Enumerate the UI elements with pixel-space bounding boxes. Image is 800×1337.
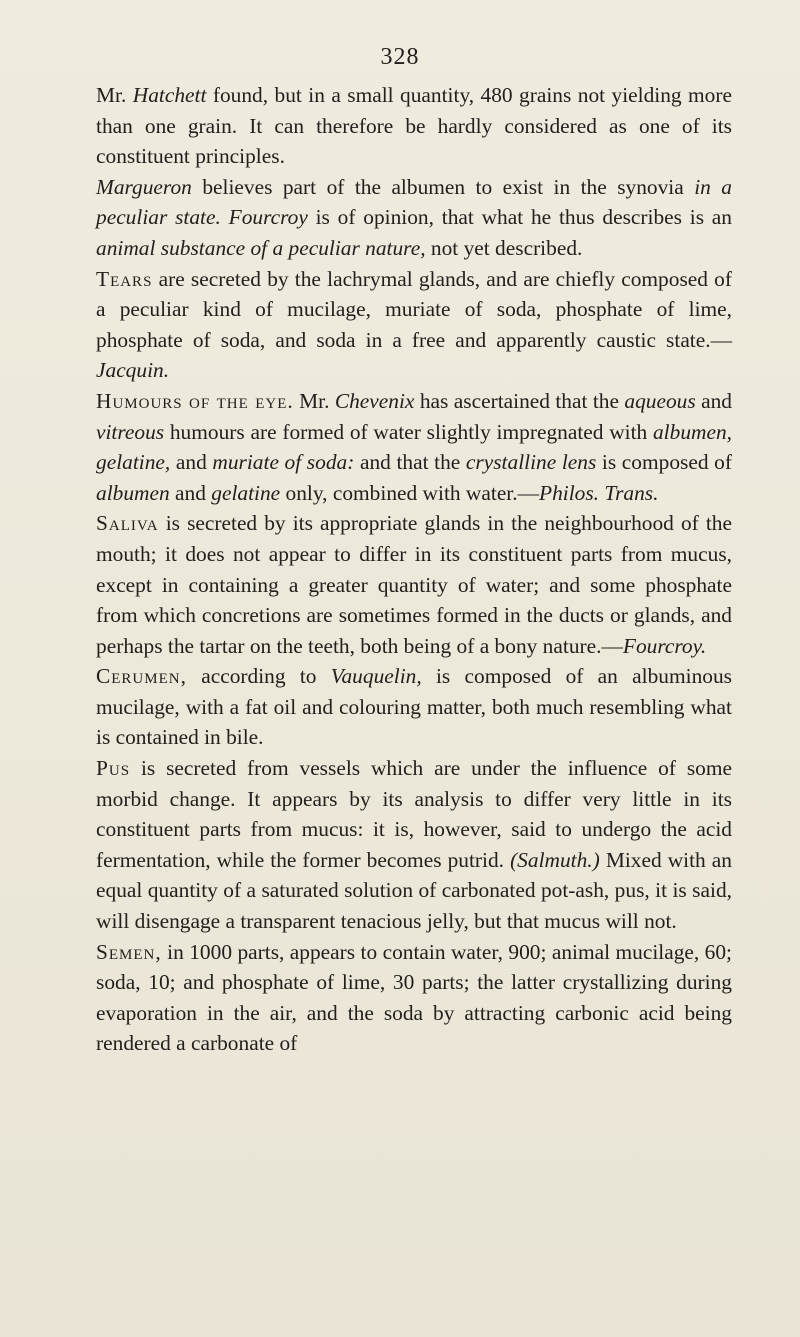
italic-term: albumen, gelatine, <box>96 419 732 475</box>
italic-name: Fourcroy <box>228 205 308 230</box>
text-run: humours are formed of water slightly impregnated with <box>164 419 653 444</box>
italic-citation: Philos. Trans. <box>539 480 659 505</box>
italic-name: Margueron <box>96 174 192 199</box>
page-number: 328 <box>380 44 420 70</box>
text-run: and that the <box>354 450 466 475</box>
section-heading-tears: Tears <box>96 266 153 291</box>
italic-term: albumen <box>96 480 170 505</box>
text-run: and <box>695 388 732 413</box>
section-heading-humours: Humours of the eye. <box>96 388 294 413</box>
section-heading-saliva: Saliva <box>96 511 159 536</box>
text-run: is secreted by its appropriate glands in the neighbourhood of the mouth; it does not appear to differ in its constituent parts from mucus, except in containing a greater quantity of water; and some phosphate from which concretions are sometimes formed in the ducts or glands, and perhaps the tartar on the teeth, both being of a bony nature.— <box>96 511 732 658</box>
italic-term: vitreous <box>96 419 165 444</box>
text-run: are secreted by the lachrymal glands, and are chiefly composed of a peculiar kind of mucilage, muriate of soda, phosphate of lime, phosphate of soda, and soda in a free and apparently caustic state.— <box>96 266 732 352</box>
text-run: according to <box>186 664 331 689</box>
text-run: and <box>169 480 212 505</box>
paragraph-pus <box>96 753 732 937</box>
text-run: Mr. <box>293 388 335 413</box>
paragraph-saliva <box>96 508 732 661</box>
italic-name: Chevenix <box>334 388 415 413</box>
text-run: only, combined with water.— <box>280 480 539 505</box>
italic-term: gelatine <box>211 480 281 505</box>
text-run: not yet described. <box>425 235 583 260</box>
italic-citation: Fourcroy. <box>622 633 707 658</box>
section-heading-cerumen: Cerumen, <box>96 664 187 689</box>
text-run: has ascertained that the <box>414 388 625 413</box>
text-run: is composed of an albuminous mucilage, with a fat oil and colouring matter, both much resembling what is contained in bile. <box>96 664 732 750</box>
page-text <box>96 80 732 1059</box>
text-run: found, but in a small quantity, 480 grains not yielding more than one grain. It can therefore be hardly considered as one of its constituent principles. <box>96 83 732 169</box>
text-run: believes part of the albumen to exist in the synovia <box>191 174 695 199</box>
section-heading-pus: Pus <box>96 756 131 781</box>
italic-name: Hatchett <box>132 83 207 107</box>
text-run: Mr. <box>96 83 133 107</box>
text-run: in 1000 parts, appears to contain water, 900; animal mucilage, 60; soda, 10; and phosphate of lime, 30 parts; the latter crystallizing during evaporation in the air, and the soda by attracting carbonic acid being rendered a carbonate of <box>96 939 732 1056</box>
section-heading-semen: Semen, <box>96 939 162 964</box>
text-run: is of opinion, that what he thus describes is an <box>307 205 732 230</box>
paragraph-tears <box>96 264 732 386</box>
italic-phrase: animal substance of a peculiar nature, <box>96 235 426 260</box>
italic-phrase: in a peculiar state. <box>96 174 732 230</box>
paragraph-humours <box>96 386 732 508</box>
italic-term: crystalline lens <box>465 450 597 475</box>
text-run: and <box>170 450 213 475</box>
italic-term: muriate of soda: <box>212 450 355 475</box>
italic-name: Vauquelin, <box>330 664 422 689</box>
paragraph-margueron <box>96 172 732 264</box>
text-run: is composed of <box>596 450 732 475</box>
text-run <box>221 205 229 229</box>
paragraph-cerumen <box>96 661 732 753</box>
italic-term: aqueous <box>624 388 696 413</box>
text-run: is secreted from vessels which are under the influence of some morbid change. It appears by its analysis to differ very little in its constituent parts from mucus: it is, however, said to undergo the acid fermentation, while the former becomes putrid. <box>96 756 732 872</box>
italic-citation: Jacquin. <box>96 358 170 383</box>
paragraph-hatchett <box>96 80 732 172</box>
text-run: Mixed with an equal quantity of a saturated solution of carbonated pot-ash, pus, it is said, will disengage a transparent tenacious jelly, but that mucus will not. <box>96 847 732 934</box>
paragraph-semen <box>96 937 732 1059</box>
italic-citation: (Salmuth.) <box>510 847 600 872</box>
